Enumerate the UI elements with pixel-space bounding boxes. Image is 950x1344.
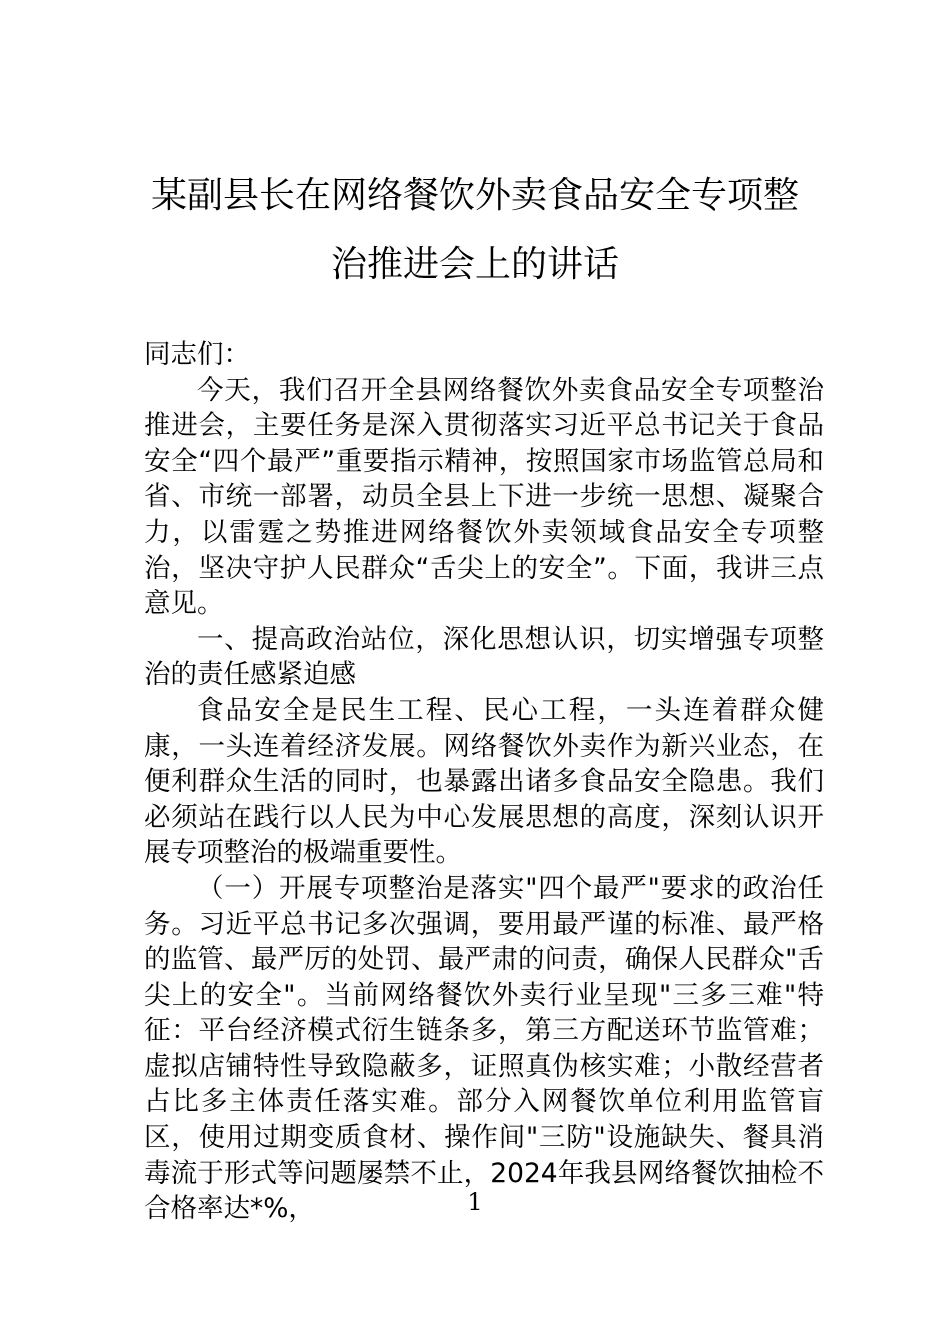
document-title-line-2: 治推进会上的讲话 bbox=[330, 244, 619, 285]
section-heading-1: 一、提高政治站位，深化思想认识，切实增强专项整治的责任感紧迫感 bbox=[144, 623, 824, 691]
salutation: 同志们： bbox=[144, 339, 250, 370]
paragraph-section-1: 食品安全是民生工程、民心工程，一头连着群众健康，一头连着经济发展。网络餐饮外卖作为新兴业态，在便利群众生活的同时，也暴露出诸多食品安全隐患。我们必须站在践行以人民为中心发展思想的高度，深刻认识开展专项整治的极端重要性。 bbox=[144, 694, 824, 869]
document-body bbox=[144, 337, 824, 1227]
page-number: 1 bbox=[467, 1188, 483, 1216]
document-title-line-1: 某副县长在网络餐饮外卖食品安全专项整 bbox=[150, 175, 799, 216]
paragraph-intro: 今天，我们召开全县网络餐饮外卖食品安全专项整治推进会，主要任务是深入贯彻落实习近平总书记关于食品安全“四个最严”重要指示精神，按照国家市场监管总局和省、市统一部署，动员全县上下进一步统一思想、凝聚合力，以雷霆之势推进网络餐饮外卖领域食品安全专项整治，坚决守护人民群众“舌尖上的安全”。下面，我讲三点意见。 bbox=[144, 374, 824, 620]
paragraph-subsection-1: （一）开展专项整治是落实"四个最严"要求的政治任务。习近平总书记多次强调，要用最严谨的标准、最严格的监管、最严厉的处罚、最严肃的问责，确保人民群众"舌尖上的安全"。当前网络餐饮外卖行业呈现"三多三难"特征：平台经济模式衍生链条多，第三方配送环节监管难；虚拟店铺特性导致隐蔽多，证照真伪核实难；小散经营者占比多主体责任落实难。部分入网餐饮单位利用监管盲区，使用过期变质食材、操作间"三防"设施缺失、餐具消毒流于形式等问题屡禁不止，2024年我县网络餐饮抽检不合格率达*%， bbox=[144, 872, 824, 1225]
